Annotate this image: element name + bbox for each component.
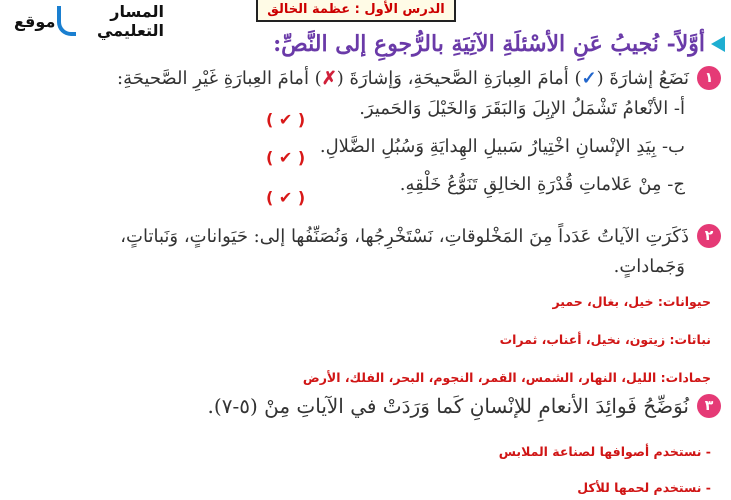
q1-item-a-answer: ( ✔ ) — [266, 110, 306, 129]
q1-item-b-answer: ( ✔ ) — [266, 148, 306, 167]
question-2-line2: وَجَماداتٍ. — [613, 256, 685, 277]
q1-item-c-answer: ( ✔ ) — [266, 188, 306, 207]
cross-mark-icon: ✗ — [321, 67, 337, 89]
question-3-number: ٣ — [697, 394, 721, 418]
q1-item-a: أ- الأنْعامُ تَشْمَلُ الإبِلَ وَالبَقَرَ وَالخَيْلَ وَالحَميرَ. — [359, 98, 685, 119]
logo-text-right: المسار التعليمي — [96, 2, 164, 40]
triangle-bullet-icon — [711, 36, 725, 52]
question-1-prompt — [117, 68, 689, 89]
question-2 — [120, 224, 721, 248]
q2-answer-animals: حيوانات: خيل، بغال، حمير — [552, 294, 711, 309]
lesson-title-banner — [256, 0, 456, 22]
question-3-prompt: نُوَضِّحُ فَوائِدَ الأنعامِ للإنْسانِ كَما وَرَدَتْ في الآياتِ مِنْ (٥-٧). — [207, 394, 689, 418]
question-1 — [117, 66, 721, 90]
prompt-part-a: نَضَعُ إشارَةَ ( — [596, 67, 689, 89]
q2-answer-inanimate: جمادات: الليل، النهار، الشمس، القمر، النجوم، البحر، الفلك، الأرض — [302, 370, 711, 385]
site-logo — [14, 2, 164, 40]
logo-mark-icon — [57, 6, 76, 36]
prompt-part-c: ) أمامَ العِبارَةِ غَيْرِ الصَّحيحَةِ: — [117, 67, 322, 89]
q1-item-b: ب- بِيَدِ الإنْسانِ اخْتِيارُ سَبيلِ الهِدايَةِ وَسُبُلِ الضَّلالِ. — [319, 136, 685, 157]
q2-answer-plants: نباتات: زيتون، نخيل، أعناب، ثمرات — [499, 332, 711, 347]
section-heading — [225, 26, 725, 62]
question-2-line1: ذَكَرَتِ الآياتُ عَدَداً مِنَ المَخْلوقاتِ، نَسْتَخْرِجُها، وَنُصَنِّفُها إلى: حَيَواناتٍ، وَنَباتاتٍ، — [120, 225, 689, 247]
question-2-number: ٢ — [697, 224, 721, 248]
check-mark-icon: ✓ — [581, 67, 597, 89]
q1-item-c: ج- مِنْ عَلاماتِ قُدْرَةِ الخالِقِ تَنَوُّعُ خَلْقِهِ. — [399, 174, 685, 195]
question-1-number: ١ — [697, 66, 721, 90]
prompt-part-b: ) أمامَ العِبارَةِ الصَّحيحَةِ، وَإشارَةَ ( — [336, 67, 582, 89]
section-heading-text: أوَّلاً- نُجيبُ عَنِ الأسْئلَةِ الآتِيَةِ بالرُّجوعِ إلى النَّصِّ: — [273, 31, 705, 57]
q3-answer-meat: - نستخدم لحمها للأكل — [577, 480, 711, 495]
lesson-title: الدرس الأول : عظمة الخالق — [267, 2, 445, 17]
question-3 — [208, 394, 721, 418]
q3-answer-wool: - نستخدم أصوافها لصناعة الملابس — [498, 444, 711, 459]
logo-text-left: موقع — [14, 11, 56, 31]
